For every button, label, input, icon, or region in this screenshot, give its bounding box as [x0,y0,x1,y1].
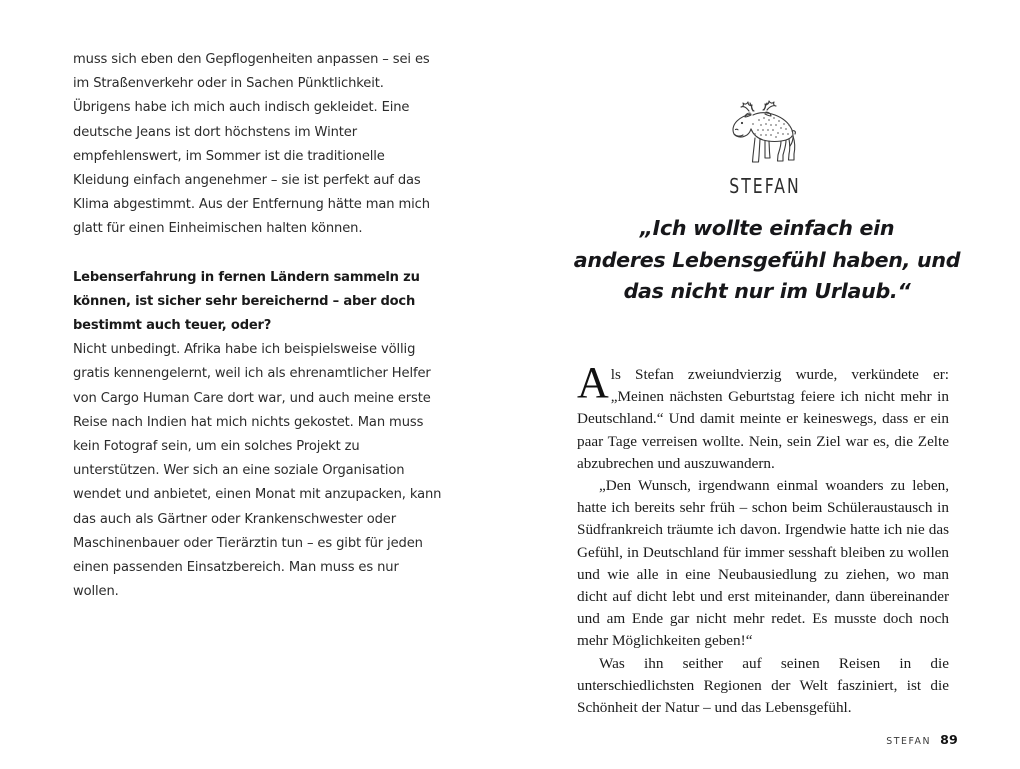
mascot-block [510,94,1020,200]
moose-illustration-icon [717,94,813,174]
page-footer [886,732,958,747]
paragraph-intro-2: Übrigens habe ich mich auch indisch gekleidet. Eine deutsche Jeans ist dort höchstens im Winter empfehlenswert, im Sommer ist die traditionelle Kleidung einfach angenehmer – sie ist perfekt auf das Klima abgestimmt. Aus der Entfernung hätte man mich glatt für einen Einheimischen halten können. [73,100,430,237]
left-text-column [73,48,444,604]
pull-quote-line-1: „Ich wollte einfach ein [639,216,895,240]
interview-answer: Nicht unbedingt. Afrika habe ich beispielsweise völlig gratis kennengelernt, weil ich als ehrenamtlicher Helfer von Cargo Human Care dort war, und auch meine erste Reise nach Indien hat mich nichts gekostet. Man muss kein Fotograf sein, um ein solches Projekt zu unterstützen. Wer sich an eine soziale Organisation wendet und anbietet, einen Monat mit anzupacken, kann das auch als Gärtner oder Krankenschwester oder Maschinenbauer oder Tierärztin tun – es gibt für jeden einen passenden Einsatzbereich. Man muss es nur wollen. [73,342,442,600]
article-paragraph-2: „Den Wunsch, irgendwann einmal woanders zu leben, hatte ich bereits sehr früh – schon beim Schüleraustausch in Südfrankreich träumte ich davon. Irgendwie hatte ich nie das Gefühl, in Deutschland für immer sesshaft bleiben zu wollen und wie alle in eine Neubausiedlung zu ziehen, wo man dicht auf dicht lebt und erst miteinander, dann übereinander und am Ende gar nicht mehr redet. Es musste doch noch mehr Möglichkeiten geben!“ [577,477,949,650]
right-page [510,0,1020,769]
article-paragraph-3: Was ihn seither auf seinen Reisen in die unterschiedlichsten Regionen der Welt fasziniert, ist die Schönheit der Natur – und das Lebensgefühl. [577,654,949,717]
paragraph-spacer [73,242,444,266]
mascot-caption: STEFAN [729,174,801,200]
pull-quote-line-3: das nicht nur im Urlaub.“ [623,279,911,303]
running-head: STEFAN [886,736,932,747]
page-number: 89 [940,732,958,747]
interview-question: Lebenserfahrung in fernen Ländern sammeln zu können, ist sicher sehr bereichernd – aber doch bestimmt auch teuer, oder? [73,269,420,334]
pull-quote [572,213,962,308]
article-paragraph-1-text: ls Stefan zweiundvierzig wurde, verkündete er: „Meinen nächsten Geburtstag feiere ich nicht mehr in Deutschland.“ Und damit meinte er keineswegs, dass er ein paar Tage verreisen wollte. Nein, sein Ziel war es, die Zelte abzubrechen und auszuwandern. [577,366,949,472]
drop-cap: A [577,358,609,407]
paragraph-intro-1: muss sich eben den Gepflogenheiten anpassen – sei es im Straßenverkehr oder in Sachen Pünktlichkeit. [73,52,430,92]
article-body [577,358,949,719]
article-paragraph-1 [577,358,949,475]
pull-quote-line-2: anderes Lebensgefühl haben, und [573,247,961,272]
